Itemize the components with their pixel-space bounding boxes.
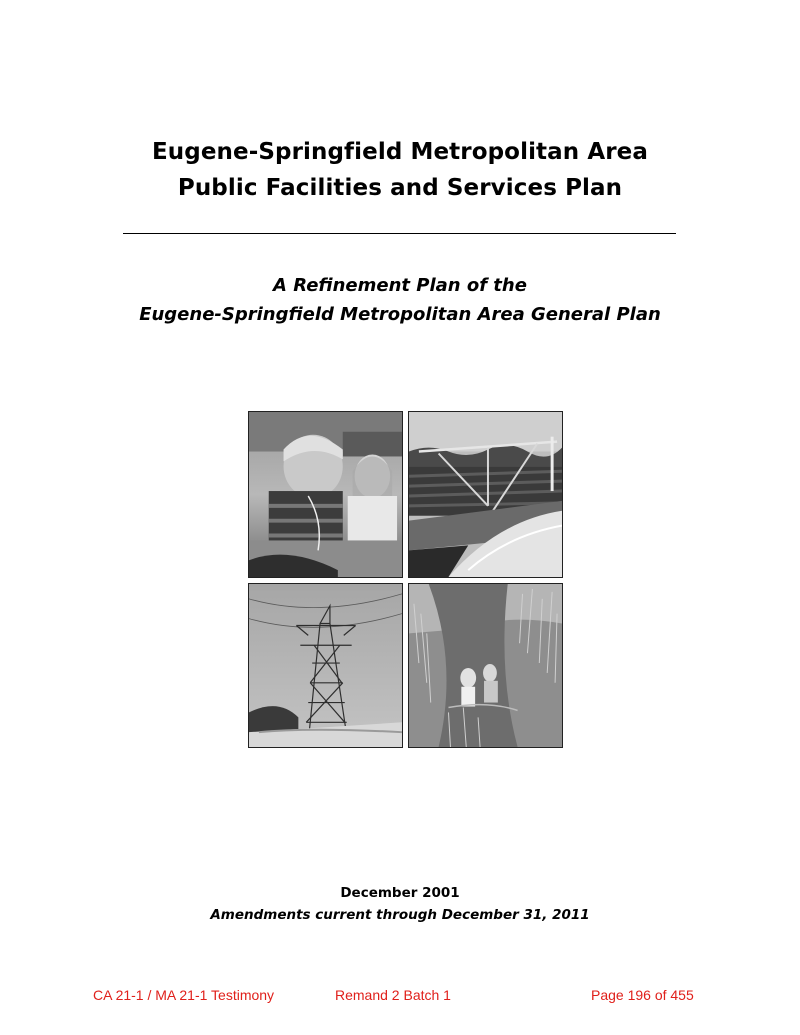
cover-photo-grid xyxy=(248,411,563,748)
subtitle-line-1: A Refinement Plan of the xyxy=(273,275,527,296)
publication-date-block xyxy=(0,882,800,926)
title-line-2: Public Facilities and Services Plan xyxy=(177,175,623,201)
title-line-1: Eugene-Springfield Metropolitan Area xyxy=(151,139,649,165)
irrigation-field-photo xyxy=(408,411,563,578)
children-in-creek-photo xyxy=(408,583,563,748)
document-subtitle xyxy=(0,271,800,329)
document-title xyxy=(0,134,800,206)
footer-page-number: Page 196 of 455 xyxy=(591,987,694,1003)
subtitle-line-2: Eugene-Springfield Metropolitan Area General Plan xyxy=(139,304,661,325)
children-drinking-fountain-photo xyxy=(248,411,403,578)
page-footer xyxy=(0,987,800,1007)
amendments-note: Amendments current through December 31, 2011 xyxy=(210,907,590,923)
footer-case-number: CA 21-1 / MA 21-1 Testimony xyxy=(93,987,275,1003)
footer-batch: Remand 2 Batch 1 xyxy=(335,987,451,1003)
title-divider xyxy=(123,233,676,234)
publication-date: December 2001 xyxy=(340,885,460,901)
power-transmission-tower-photo xyxy=(248,583,403,748)
